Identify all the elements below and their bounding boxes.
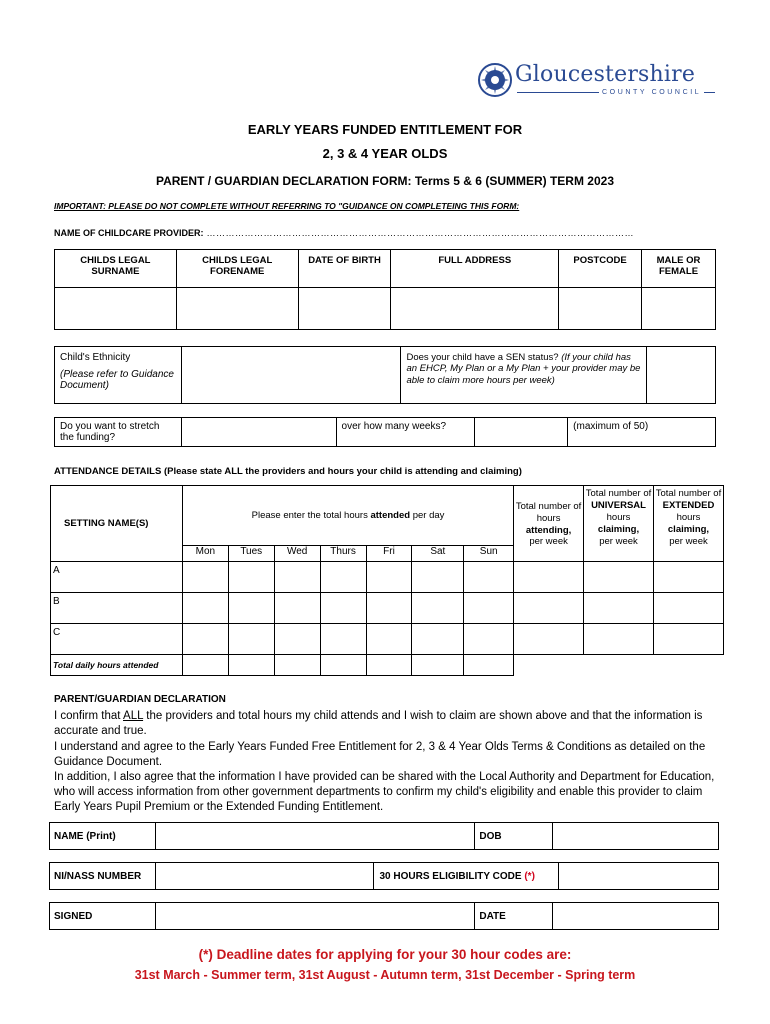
hours-cell[interactable] xyxy=(228,593,274,624)
signed-date-table xyxy=(49,902,719,930)
hours-cell[interactable] xyxy=(464,624,514,655)
hours-cell[interactable] xyxy=(228,624,274,655)
hours-cell[interactable] xyxy=(412,562,464,593)
name-label: NAME (Print) xyxy=(50,823,156,850)
header-surname: CHILDS LEGAL SURNAME xyxy=(55,250,177,288)
name-dob-table xyxy=(49,822,719,850)
dob-cell[interactable] xyxy=(298,288,391,330)
header-forename: CHILDS LEGAL FORENAME xyxy=(176,250,298,288)
surname-cell[interactable] xyxy=(55,288,177,330)
row-label[interactable]: C xyxy=(51,624,183,655)
stretch-question: Do you want to stretch the funding? xyxy=(55,418,182,447)
council-logo xyxy=(477,62,722,102)
hours-prompt: Please enter the total hours attended per day xyxy=(182,486,513,546)
total-universal-header: Total number of UNIVERSAL hours claiming, per week xyxy=(584,486,654,562)
provider-label: NAME OF CHILDCARE PROVIDER: xyxy=(54,228,204,238)
day-fri: Fri xyxy=(366,546,412,562)
deadline-dates: 31st March - Summer term, 31st August - Autumn term, 31st December - Spring term xyxy=(134,968,636,982)
total-daily-label: Total daily hours attended xyxy=(51,655,183,676)
deadline-heading: (*) Deadline dates for applying for your 30 hour codes are: xyxy=(198,947,572,962)
ethnicity-label-cell xyxy=(55,347,182,404)
crest-icon xyxy=(477,62,513,98)
attendance-row-b xyxy=(51,593,724,624)
day-thurs: Thurs xyxy=(320,546,366,562)
hours-cell[interactable] xyxy=(274,562,320,593)
hours-cell[interactable] xyxy=(320,624,366,655)
sen-question: Does your child have a SEN status? xyxy=(406,352,559,363)
logo-subtitle: COUNTY COUNCIL xyxy=(599,89,704,96)
signed-label: SIGNED xyxy=(50,903,156,930)
signature-input[interactable] xyxy=(155,903,474,930)
code-label: 30 HOURS ELIGIBILITY CODE (*) xyxy=(373,863,559,890)
important-notice: IMPORTANT: PLEASE DO NOT COMPLETE WITHOUT REFERRING TO "GUIDANCE ON COMPLETEING THIS FORM: xyxy=(54,201,520,211)
blank-cell xyxy=(584,655,654,676)
daily-total-cell[interactable] xyxy=(228,655,274,676)
sen-input[interactable] xyxy=(647,347,716,404)
hours-cell[interactable] xyxy=(274,624,320,655)
total-extended-header: Total number of EXTENDED hours claiming, per week xyxy=(653,486,723,562)
ni-input[interactable] xyxy=(155,863,373,890)
hours-cell[interactable] xyxy=(182,593,228,624)
dob-label: DOB xyxy=(475,823,553,850)
logo-name: Gloucestershire xyxy=(515,62,696,87)
daily-total-cell[interactable] xyxy=(274,655,320,676)
hours-cell[interactable] xyxy=(228,562,274,593)
form-subtitle: PARENT / GUARDIAN DECLARATION FORM: Terms 5 & 6 (SUMMER) TERM 2023 xyxy=(155,174,615,188)
forename-cell[interactable] xyxy=(176,288,298,330)
total-cell[interactable] xyxy=(514,562,584,593)
ethnicity-input[interactable] xyxy=(181,347,401,404)
ni-label: NI/NASS NUMBER xyxy=(50,863,156,890)
date-label: DATE xyxy=(475,903,553,930)
total-cell[interactable] xyxy=(514,593,584,624)
weeks-input[interactable] xyxy=(475,418,568,447)
total-cell[interactable] xyxy=(653,624,723,655)
hours-cell[interactable] xyxy=(464,593,514,624)
declaration-paragraph-1: I confirm that ALL the providers and total hours my child attends and I wish to claim are shown above and that the information is accurate and true. xyxy=(54,710,703,737)
total-cell[interactable] xyxy=(584,624,654,655)
attendance-row-a xyxy=(51,562,724,593)
hours-cell[interactable] xyxy=(320,562,366,593)
day-sat: Sat xyxy=(412,546,464,562)
day-sun: Sun xyxy=(464,546,514,562)
name-input[interactable] xyxy=(155,823,474,850)
provider-dots: ……………………………………………………………………………………………………………………… xyxy=(203,228,635,238)
declaration-paragraph-3: In addition, I also agree that the information I have provided can be shared with the Local Authority and Department for Education, who will access information from other government departments to confirm my child's eligibility and enable this provider to claim Early Years Pupil Premium or the Extended Funding Entitlement. xyxy=(54,771,715,813)
header-postcode: POSTCODE xyxy=(559,250,642,288)
dob-input[interactable] xyxy=(553,823,719,850)
daily-total-cell[interactable] xyxy=(366,655,412,676)
daily-total-cell[interactable] xyxy=(320,655,366,676)
total-cell[interactable] xyxy=(514,624,584,655)
header-dob: DATE OF BIRTH xyxy=(298,250,391,288)
hours-cell[interactable] xyxy=(182,562,228,593)
hours-cell[interactable] xyxy=(274,593,320,624)
child-details-table xyxy=(54,249,716,330)
daily-total-cell[interactable] xyxy=(412,655,464,676)
total-cell[interactable] xyxy=(653,562,723,593)
attendance-row-c xyxy=(51,624,724,655)
total-cell[interactable] xyxy=(584,593,654,624)
attendance-table xyxy=(50,485,724,676)
form-title-line1: EARLY YEARS FUNDED ENTITLEMENT FOR xyxy=(247,122,523,137)
blank-cell xyxy=(514,655,584,676)
total-attending-header: Total number of hours attending, per week xyxy=(514,486,584,562)
hours-cell[interactable] xyxy=(366,562,412,593)
provider-name-line[interactable] xyxy=(54,228,714,238)
header-gender: MALE OR FEMALE xyxy=(642,250,716,288)
ethnicity-sen-table xyxy=(54,346,716,404)
hours-cell[interactable] xyxy=(412,624,464,655)
ni-code-table xyxy=(49,862,719,890)
hours-cell[interactable] xyxy=(366,593,412,624)
setting-name-header: SETTING NAME(S) xyxy=(51,486,183,562)
day-tues: Tues xyxy=(228,546,274,562)
address-cell[interactable] xyxy=(391,288,559,330)
row-label[interactable]: B xyxy=(51,593,183,624)
hours-cell[interactable] xyxy=(412,593,464,624)
hours-cell[interactable] xyxy=(464,562,514,593)
stretch-input[interactable] xyxy=(181,418,336,447)
sen-question-cell xyxy=(401,347,647,404)
ethnicity-note: (Please refer to Guidance Document) xyxy=(60,369,174,391)
hours-cell[interactable] xyxy=(182,624,228,655)
hours-cell[interactable] xyxy=(320,593,366,624)
declaration-paragraph-2: I understand and agree to the Early Years Funded Free Entitlement for 2, 3 & 4 Year Olds Terms & Conditions as detailed on the Guidance Document. xyxy=(54,741,706,768)
sen-note: (If your child has an EHCP, My Plan or a My Plan + your provider may be able to claim more hours per week) xyxy=(406,352,641,386)
postcode-cell[interactable] xyxy=(559,288,642,330)
total-daily-row xyxy=(51,655,724,676)
day-mon: Mon xyxy=(182,546,228,562)
row-label[interactable]: A xyxy=(51,562,183,593)
hours-cell[interactable] xyxy=(366,624,412,655)
code-input[interactable] xyxy=(559,863,719,890)
weeks-question: over how many weeks? xyxy=(336,418,475,447)
form-title-line2: 2, 3 & 4 YEAR OLDS xyxy=(322,146,448,161)
blank-cell xyxy=(653,655,723,676)
attendance-heading: ATTENDANCE DETAILS (Please state ALL the providers and hours your child is attending and claiming) xyxy=(54,466,522,477)
daily-total-cell[interactable] xyxy=(182,655,228,676)
total-cell[interactable] xyxy=(653,593,723,624)
weeks-max: (maximum of 50) xyxy=(568,418,716,447)
ethnicity-label: Child's Ethnicity xyxy=(60,352,131,363)
gender-cell[interactable] xyxy=(642,288,716,330)
date-input[interactable] xyxy=(553,903,719,930)
total-cell[interactable] xyxy=(584,562,654,593)
declaration-heading: PARENT/GUARDIAN DECLARATION xyxy=(54,694,226,705)
stretch-funding-table xyxy=(54,417,716,447)
header-address: FULL ADDRESS xyxy=(391,250,559,288)
daily-total-cell[interactable] xyxy=(464,655,514,676)
day-wed: Wed xyxy=(274,546,320,562)
